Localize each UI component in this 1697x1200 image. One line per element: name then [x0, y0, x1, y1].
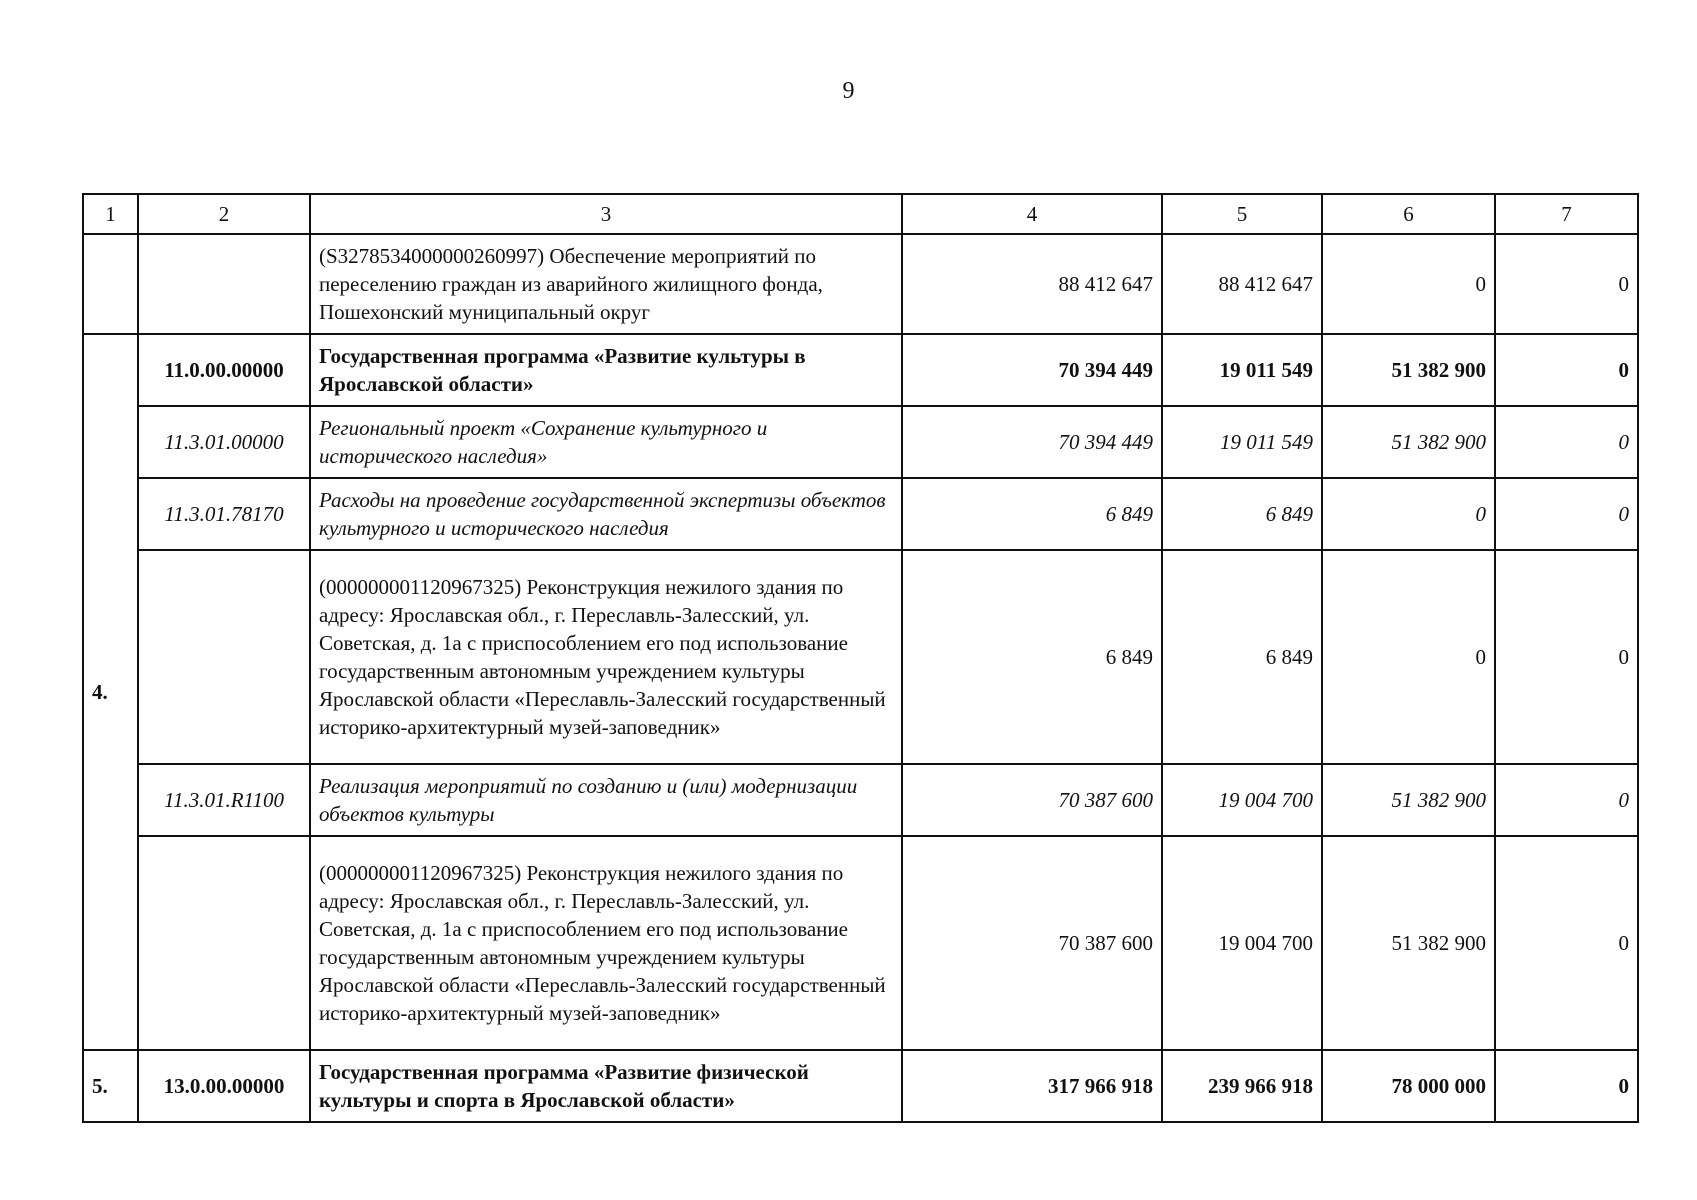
row-code: 11.0.00.00000 [138, 334, 310, 406]
budget-table [82, 193, 1639, 1123]
table-header-row [83, 194, 1638, 234]
row-value-6: 0 [1322, 550, 1495, 764]
page-number: 9 [842, 78, 855, 104]
row-value-6: 51 382 900 [1322, 836, 1495, 1050]
row-name: (000000001120967325) Реконструкция нежилого здания по адресу: Ярославская обл., г. Переславль-Залесский, ул. Советская, д. 1а с приспособлением его под использование государственным автономным учреждением культуры Ярославской области «Переславль-Залесский государственный историко-архитектурный музей-заповедник» [310, 550, 902, 764]
row-value-4: 317 966 918 [902, 1050, 1162, 1122]
table-row-expense [83, 764, 1638, 836]
row-value-5: 19 004 700 [1162, 764, 1322, 836]
row-name: Государственная программа «Развитие физической культуры и спорта в Ярославской области» [310, 1050, 902, 1122]
row-value-5: 19 004 700 [1162, 836, 1322, 1050]
row-value-4: 88 412 647 [902, 234, 1162, 334]
row-name: Региональный проект «Сохранение культурного и исторического наследия» [310, 406, 902, 478]
row-value-5: 88 412 647 [1162, 234, 1322, 334]
header-cell: 4 [902, 194, 1162, 234]
row-value-7: 0 [1495, 550, 1638, 764]
row-value-4: 70 387 600 [902, 836, 1162, 1050]
row-code: 11.3.01.78170 [138, 478, 310, 550]
header-cell: 5 [1162, 194, 1322, 234]
row-value-5: 19 011 549 [1162, 334, 1322, 406]
row-value-6: 0 [1322, 478, 1495, 550]
row-value-5: 6 849 [1162, 550, 1322, 764]
row-value-7: 0 [1495, 478, 1638, 550]
row-value-5: 19 011 549 [1162, 406, 1322, 478]
row-code [138, 234, 310, 334]
row-code [138, 836, 310, 1050]
row-value-6: 0 [1322, 234, 1495, 334]
table-row [83, 836, 1638, 1050]
table-row [83, 550, 1638, 764]
row-value-6: 51 382 900 [1322, 406, 1495, 478]
row-number [83, 234, 138, 334]
row-value-5: 6 849 [1162, 478, 1322, 550]
row-number: 4. [83, 334, 138, 1050]
row-name: (000000001120967325) Реконструкция нежилого здания по адресу: Ярославская обл., г. Переславль-Залесский, ул. Советская, д. 1а с приспособлением его под использование государственным автономным учреждением культуры Ярославской области «Переславль-Залесский государственный историко-архитектурный музей-заповедник» [310, 836, 902, 1050]
row-value-7: 0 [1495, 764, 1638, 836]
row-code: 11.3.01.00000 [138, 406, 310, 478]
row-value-6: 51 382 900 [1322, 334, 1495, 406]
row-name: Реализация мероприятий по созданию и (или) модернизации объектов культуры [310, 764, 902, 836]
row-value-6: 78 000 000 [1322, 1050, 1495, 1122]
row-number: 5. [83, 1050, 138, 1122]
row-name: (S3278534000000260997) Обеспечение мероприятий по переселению граждан из аварийного жилищного фонда, Пошехонский муниципальный округ [310, 234, 902, 334]
header-cell: 2 [138, 194, 310, 234]
row-name: Государственная программа «Развитие культуры в Ярославской области» [310, 334, 902, 406]
row-value-7: 0 [1495, 1050, 1638, 1122]
row-value-4: 6 849 [902, 478, 1162, 550]
table-row-program [83, 334, 1638, 406]
row-value-6: 51 382 900 [1322, 764, 1495, 836]
table-row [83, 234, 1638, 334]
row-code: 13.0.00.00000 [138, 1050, 310, 1122]
header-cell: 1 [83, 194, 138, 234]
row-value-4: 70 394 449 [902, 334, 1162, 406]
row-value-4: 70 394 449 [902, 406, 1162, 478]
row-value-4: 70 387 600 [902, 764, 1162, 836]
header-cell: 6 [1322, 194, 1495, 234]
header-cell: 3 [310, 194, 902, 234]
row-value-4: 6 849 [902, 550, 1162, 764]
row-value-7: 0 [1495, 334, 1638, 406]
row-value-5: 239 966 918 [1162, 1050, 1322, 1122]
row-value-7: 0 [1495, 234, 1638, 334]
row-value-7: 0 [1495, 836, 1638, 1050]
table-row-project [83, 406, 1638, 478]
row-code: 11.3.01.R1100 [138, 764, 310, 836]
row-value-7: 0 [1495, 406, 1638, 478]
table-row-expense [83, 478, 1638, 550]
header-cell: 7 [1495, 194, 1638, 234]
row-name: Расходы на проведение государственной экспертизы объектов культурного и исторического наследия [310, 478, 902, 550]
table-row-program [83, 1050, 1638, 1122]
row-code [138, 550, 310, 764]
